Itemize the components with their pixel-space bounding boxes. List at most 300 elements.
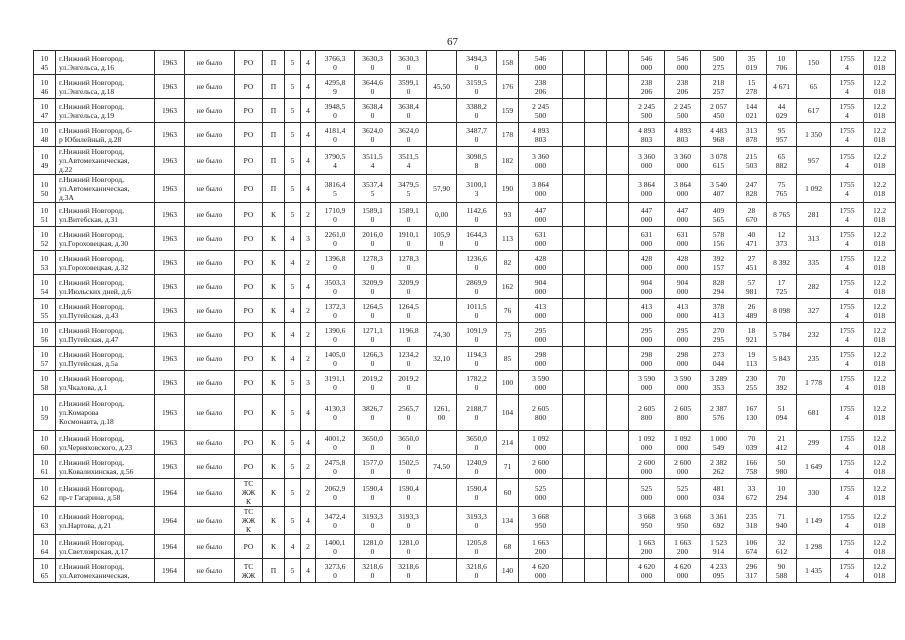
- cell-residential-area: 1589,1 0: [355, 203, 391, 227]
- cell-cost-per-sqm: 330: [797, 479, 831, 507]
- cell-wall-material: К: [263, 347, 285, 371]
- cell-design-cost: 8 765: [767, 203, 797, 227]
- cell-planned-completion: 12.2 018: [864, 395, 896, 431]
- table-row: [34, 51, 896, 75]
- cell-entrances: 3: [301, 371, 316, 395]
- cell-floors: 5: [285, 175, 301, 203]
- cell-row-number: 10 62: [34, 479, 56, 507]
- cell-max-cost-per-sqm: 1755 4: [831, 147, 864, 175]
- cell-local-budget: [607, 51, 629, 75]
- cell-wall-material: К: [263, 507, 285, 535]
- cell-total-repair-cost: 3 590 000: [665, 371, 701, 395]
- cell-supervision-cost: 33 672: [737, 479, 767, 507]
- cell-total-cost: 1 092 000: [519, 431, 563, 455]
- cell-management-form: РО: [235, 395, 263, 431]
- cell-supervision-cost: 296 317: [737, 559, 767, 583]
- cell-capital-repair-status: не было: [185, 175, 235, 203]
- cell-total-area: 2062,9 0: [316, 479, 355, 507]
- cell-private-area: 3209,9 0: [391, 275, 427, 299]
- cell-floors: 4: [285, 227, 301, 251]
- cell-total-cost: 238 206: [519, 75, 563, 99]
- cell-entrances: 4: [301, 559, 316, 583]
- cell-regional-budget: [585, 455, 607, 479]
- cell-entrances: 4: [301, 51, 316, 75]
- cell-owner-funds: 3 864 000: [629, 175, 665, 203]
- cell-residential-area: 3630,3 0: [355, 51, 391, 75]
- table-row: [34, 559, 896, 583]
- cell-municipal-area: 32,10: [427, 347, 457, 371]
- cell-work-cost: 392 157: [701, 251, 737, 275]
- cell-residents: 82: [497, 251, 519, 275]
- cell-regional-budget: [585, 507, 607, 535]
- cell-regional-budget: [585, 123, 607, 147]
- cell-residential-area: 1577,0 0: [355, 455, 391, 479]
- cell-supervision-cost: 19 113: [737, 347, 767, 371]
- cell-planned-completion: 12.2 018: [864, 203, 896, 227]
- cell-max-cost-per-sqm: 1755 4: [831, 251, 864, 275]
- cell-floors: 5: [285, 203, 301, 227]
- page-number: 67: [447, 36, 458, 48]
- cell-wall-material: П: [263, 175, 285, 203]
- cell-cost-per-sqm: 617: [797, 99, 831, 123]
- cell-supervision-cost: 235 318: [737, 507, 767, 535]
- cell-supervision-cost: 167 130: [737, 395, 767, 431]
- cell-owner-funds: 3 668 950: [629, 507, 665, 535]
- cell-total-repair-cost: 1 663 200: [665, 535, 701, 559]
- cell-capital-repair-status: не было: [185, 323, 235, 347]
- cell-row-number: 10 48: [34, 123, 56, 147]
- cell-total-repair-cost: 298 000: [665, 347, 701, 371]
- cell-wall-material: К: [263, 203, 285, 227]
- cell-management-form: РО: [235, 203, 263, 227]
- cell-residential-area: 3218,6 0: [355, 559, 391, 583]
- cell-address: г.Нижний Новгород, ул.Автомеханическая, д.22: [56, 147, 155, 175]
- cell-total-repair-cost: 525 000: [665, 479, 701, 507]
- cell-wall-material: К: [263, 251, 285, 275]
- cell-residential-area: 3511,5 4: [355, 147, 391, 175]
- cell-supervision-cost: 313 878: [737, 123, 767, 147]
- cell-fund-support: [563, 123, 585, 147]
- cell-management-form: РО: [235, 299, 263, 323]
- cell-max-cost-per-sqm: 1755 4: [831, 535, 864, 559]
- cell-max-cost-per-sqm: 1755 4: [831, 75, 864, 99]
- cell-work-cost: 3 361 692: [701, 507, 737, 535]
- cell-max-cost-per-sqm: 1755 4: [831, 323, 864, 347]
- cell-private-area: 3638,4 0: [391, 99, 427, 123]
- cell-cost-per-sqm: 327: [797, 299, 831, 323]
- cell-planned-completion: 12.2 018: [864, 227, 896, 251]
- cell-design-cost: 8 392: [767, 251, 797, 275]
- cell-max-cost-per-sqm: 1755 4: [831, 203, 864, 227]
- cell-floors: 4: [285, 535, 301, 559]
- cell-entrances: 2: [301, 203, 316, 227]
- cell-total-cost: 2 605 800: [519, 395, 563, 431]
- cell-address: г.Нижний Новгород, ул.Светлоярская, д.17: [56, 535, 155, 559]
- cell-max-cost-per-sqm: 1755 4: [831, 275, 864, 299]
- cell-fund-support: [563, 479, 585, 507]
- cell-floors: 5: [285, 275, 301, 299]
- cell-regional-budget: [585, 535, 607, 559]
- cell-total-cost: 4 620 000: [519, 559, 563, 583]
- cell-owner-funds: 3 590 000: [629, 371, 665, 395]
- cell-total-repair-cost: 904 000: [665, 275, 701, 299]
- cell-apartment-area: 3650,0 0: [457, 431, 497, 455]
- cell-supervision-cost: 18 921: [737, 323, 767, 347]
- cell-design-cost: 21 412: [767, 431, 797, 455]
- cell-entrances: 2: [301, 535, 316, 559]
- cell-design-cost: 17 725: [767, 275, 797, 299]
- cell-work-cost: 3 078 615: [701, 147, 737, 175]
- cell-residential-area: 3193,3 0: [355, 507, 391, 535]
- cell-residents: 113: [497, 227, 519, 251]
- cell-private-area: 3630,3 0: [391, 51, 427, 75]
- cell-management-form: ТС ЖЖ: [235, 559, 263, 583]
- cell-planned-completion: 12.2 018: [864, 507, 896, 535]
- cell-row-number: 10 53: [34, 251, 56, 275]
- cell-row-number: 10 58: [34, 371, 56, 395]
- cell-local-budget: [607, 507, 629, 535]
- cell-year-built: 1963: [155, 275, 185, 299]
- cell-total-area: 3191,1 0: [316, 371, 355, 395]
- cell-year-built: 1963: [155, 371, 185, 395]
- cell-entrances: 4: [301, 175, 316, 203]
- table-row: [34, 175, 896, 203]
- cell-fund-support: [563, 51, 585, 75]
- cell-capital-repair-status: не было: [185, 479, 235, 507]
- cell-work-cost: 500 275: [701, 51, 737, 75]
- cell-floors: 5: [285, 431, 301, 455]
- table-row: [34, 371, 896, 395]
- cell-municipal-area: [427, 507, 457, 535]
- cell-residents: 158: [497, 51, 519, 75]
- cell-management-form: РО: [235, 51, 263, 75]
- cell-year-built: 1963: [155, 455, 185, 479]
- cell-residents: 68: [497, 535, 519, 559]
- cell-total-area: 3273,6 0: [316, 559, 355, 583]
- cell-address: г.Нижний Новгород, ул.Гороховецкая, д.32: [56, 251, 155, 275]
- cell-supervision-cost: 40 471: [737, 227, 767, 251]
- cell-design-cost: 10 294: [767, 479, 797, 507]
- cell-local-budget: [607, 203, 629, 227]
- cell-owner-funds: 428 000: [629, 251, 665, 275]
- cell-wall-material: К: [263, 275, 285, 299]
- cell-work-cost: 378 413: [701, 299, 737, 323]
- cell-capital-repair-status: не было: [185, 455, 235, 479]
- cell-wall-material: П: [263, 51, 285, 75]
- cell-year-built: 1963: [155, 99, 185, 123]
- cell-management-form: РО: [235, 431, 263, 455]
- cell-max-cost-per-sqm: 1755 4: [831, 347, 864, 371]
- cell-regional-budget: [585, 75, 607, 99]
- cell-private-area: 3624,0 0: [391, 123, 427, 147]
- cell-residential-area: 1278,3 0: [355, 251, 391, 275]
- cell-entrances: 2: [301, 455, 316, 479]
- cell-total-cost: 298 000: [519, 347, 563, 371]
- cell-apartment-area: 3487,7 0: [457, 123, 497, 147]
- cell-planned-completion: 12.2 018: [864, 455, 896, 479]
- cell-cost-per-sqm: 299: [797, 431, 831, 455]
- cell-floors: 5: [285, 479, 301, 507]
- cell-private-area: 1910,1 0: [391, 227, 427, 251]
- cell-design-cost: 10 706: [767, 51, 797, 75]
- cell-year-built: 1964: [155, 507, 185, 535]
- cell-municipal-area: [427, 99, 457, 123]
- cell-row-number: 10 64: [34, 535, 56, 559]
- cell-address: г.Нижний Новгород, ул.Черняховского, д.23: [56, 431, 155, 455]
- cell-year-built: 1963: [155, 203, 185, 227]
- cell-local-budget: [607, 227, 629, 251]
- cell-apartment-area: 3100,1 3: [457, 175, 497, 203]
- cell-private-area: 1234,2 0: [391, 347, 427, 371]
- cell-cost-per-sqm: 335: [797, 251, 831, 275]
- cell-work-cost: 270 295: [701, 323, 737, 347]
- cell-owner-funds: 295 000: [629, 323, 665, 347]
- cell-municipal-area: [427, 371, 457, 395]
- cell-planned-completion: 12.2 018: [864, 479, 896, 507]
- cell-total-area: 3790,5 4: [316, 147, 355, 175]
- cell-owner-funds: 546 000: [629, 51, 665, 75]
- cell-total-area: 1390,6 0: [316, 323, 355, 347]
- cell-local-budget: [607, 123, 629, 147]
- cell-entrances: 4: [301, 99, 316, 123]
- cell-owner-funds: 904 000: [629, 275, 665, 299]
- cell-residential-area: 3650,0 0: [355, 431, 391, 455]
- table-row: [34, 99, 896, 123]
- cell-capital-repair-status: не было: [185, 535, 235, 559]
- cell-residential-area: 3826,7 0: [355, 395, 391, 431]
- cell-total-repair-cost: 3 668 950: [665, 507, 701, 535]
- cell-management-form: РО: [235, 147, 263, 175]
- cell-fund-support: [563, 299, 585, 323]
- cell-address: г.Нижний Новгород, ул.Чкалова, д.1: [56, 371, 155, 395]
- cell-year-built: 1963: [155, 175, 185, 203]
- cell-supervision-cost: 15 278: [737, 75, 767, 99]
- cell-design-cost: 90 588: [767, 559, 797, 583]
- cell-row-number: 10 60: [34, 431, 56, 455]
- cell-regional-budget: [585, 299, 607, 323]
- cell-residential-area: 2019,2 0: [355, 371, 391, 395]
- cell-supervision-cost: 70 039: [737, 431, 767, 455]
- cell-work-cost: 4 233 095: [701, 559, 737, 583]
- cell-floors: 5: [285, 51, 301, 75]
- cell-local-budget: [607, 299, 629, 323]
- cell-management-form: ТС ЖЖ К: [235, 507, 263, 535]
- cell-owner-funds: 298 000: [629, 347, 665, 371]
- cell-row-number: 10 65: [34, 559, 56, 583]
- cell-entrances: 2: [301, 299, 316, 323]
- cell-management-form: РО: [235, 175, 263, 203]
- cell-municipal-area: [427, 123, 457, 147]
- table-row: [34, 347, 896, 371]
- cell-total-repair-cost: 631 000: [665, 227, 701, 251]
- cell-total-area: 1400,1 0: [316, 535, 355, 559]
- cell-floors: 4: [285, 323, 301, 347]
- cell-cost-per-sqm: 65: [797, 75, 831, 99]
- cell-fund-support: [563, 559, 585, 583]
- cell-residential-area: 1281,0 0: [355, 535, 391, 559]
- cell-entrances: 4: [301, 275, 316, 299]
- cell-municipal-area: [427, 431, 457, 455]
- cell-local-budget: [607, 75, 629, 99]
- cell-apartment-area: 3193,3 0: [457, 507, 497, 535]
- cell-apartment-area: 2188,7 0: [457, 395, 497, 431]
- cell-capital-repair-status: не было: [185, 431, 235, 455]
- cell-apartment-area: 1091,9 0: [457, 323, 497, 347]
- cell-total-repair-cost: 295 000: [665, 323, 701, 347]
- cell-entrances: 4: [301, 431, 316, 455]
- cell-row-number: 10 52: [34, 227, 56, 251]
- cell-fund-support: [563, 347, 585, 371]
- cell-supervision-cost: 166 758: [737, 455, 767, 479]
- cell-cost-per-sqm: 281: [797, 203, 831, 227]
- cell-floors: 4: [285, 251, 301, 275]
- cell-address: г.Нижний Новгород, ул.Ковалихинская, д.56: [56, 455, 155, 479]
- cell-total-area: 4001,2 0: [316, 431, 355, 455]
- cell-owner-funds: 4 620 000: [629, 559, 665, 583]
- cell-total-area: 3948,5 0: [316, 99, 355, 123]
- cell-private-area: 3218,6 0: [391, 559, 427, 583]
- cell-regional-budget: [585, 275, 607, 299]
- cell-max-cost-per-sqm: 1755 4: [831, 507, 864, 535]
- cell-fund-support: [563, 507, 585, 535]
- cell-planned-completion: 12.2 018: [864, 371, 896, 395]
- cell-capital-repair-status: не было: [185, 559, 235, 583]
- table-row: [34, 147, 896, 175]
- cell-year-built: 1963: [155, 431, 185, 455]
- cell-year-built: 1963: [155, 75, 185, 99]
- cell-design-cost: 44 029: [767, 99, 797, 123]
- cell-apartment-area: 3494,3 0: [457, 51, 497, 75]
- cell-wall-material: К: [263, 535, 285, 559]
- cell-private-area: 3650,0 0: [391, 431, 427, 455]
- cell-work-cost: 4 483 968: [701, 123, 737, 147]
- cell-work-cost: 2 387 576: [701, 395, 737, 431]
- cell-address: г.Нижний Новгород, ул.Витебская, д.31: [56, 203, 155, 227]
- cell-row-number: 10 55: [34, 299, 56, 323]
- cell-owner-funds: 447 000: [629, 203, 665, 227]
- cell-wall-material: П: [263, 559, 285, 583]
- cell-total-repair-cost: 413 000: [665, 299, 701, 323]
- table-row: [34, 251, 896, 275]
- cell-total-cost: 1 663 200: [519, 535, 563, 559]
- cell-total-cost: 3 360 000: [519, 147, 563, 175]
- cell-management-form: ТС ЖЖ К: [235, 479, 263, 507]
- cell-supervision-cost: 57 981: [737, 275, 767, 299]
- cell-owner-funds: 238 206: [629, 75, 665, 99]
- cell-floors: 4: [285, 347, 301, 371]
- cell-cost-per-sqm: 313: [797, 227, 831, 251]
- cell-total-area: 2475,8 0: [316, 455, 355, 479]
- cell-floors: 5: [285, 75, 301, 99]
- cell-total-repair-cost: 3 360 000: [665, 147, 701, 175]
- cell-residential-area: 1271,1 0: [355, 323, 391, 347]
- cell-apartment-area: 1194,3 0: [457, 347, 497, 371]
- cell-floors: 5: [285, 395, 301, 431]
- cell-work-cost: 578 156: [701, 227, 737, 251]
- cell-fund-support: [563, 251, 585, 275]
- cell-capital-repair-status: не было: [185, 75, 235, 99]
- cell-apartment-area: 1205,8 0: [457, 535, 497, 559]
- cell-municipal-area: [427, 51, 457, 75]
- cell-municipal-area: 105,9 0: [427, 227, 457, 251]
- cell-owner-funds: 631 000: [629, 227, 665, 251]
- cell-total-cost: 413 000: [519, 299, 563, 323]
- cell-wall-material: К: [263, 395, 285, 431]
- cell-management-form: РО: [235, 123, 263, 147]
- cell-wall-material: К: [263, 323, 285, 347]
- table-row: [34, 479, 896, 507]
- cell-residential-area: 3624,0 0: [355, 123, 391, 147]
- cell-private-area: 1196,8 0: [391, 323, 427, 347]
- cell-address: г.Нижний Новгород, ул.Путейская, д.47: [56, 323, 155, 347]
- cell-capital-repair-status: не было: [185, 347, 235, 371]
- cell-residents: 162: [497, 275, 519, 299]
- cell-apartment-area: 3098,5 8: [457, 147, 497, 175]
- cell-regional-budget: [585, 251, 607, 275]
- cell-design-cost: 75 765: [767, 175, 797, 203]
- cell-regional-budget: [585, 371, 607, 395]
- cell-regional-budget: [585, 51, 607, 75]
- cell-management-form: РО: [235, 535, 263, 559]
- cell-entrances: 2: [301, 347, 316, 371]
- cell-regional-budget: [585, 323, 607, 347]
- cell-address: г.Нижний Новгород, ул.Путейская, д.5а: [56, 347, 155, 371]
- cell-wall-material: П: [263, 99, 285, 123]
- cell-apartment-area: 1644,3 0: [457, 227, 497, 251]
- cell-floors: 5: [285, 123, 301, 147]
- cell-total-area: 1405,0 0: [316, 347, 355, 371]
- cell-total-repair-cost: 2 605 800: [665, 395, 701, 431]
- cell-total-cost: 631 000: [519, 227, 563, 251]
- cell-municipal-area: 1261, 00: [427, 395, 457, 431]
- cell-owner-funds: 4 893 803: [629, 123, 665, 147]
- cell-regional-budget: [585, 347, 607, 371]
- cell-municipal-area: [427, 275, 457, 299]
- cell-planned-completion: 12.2 018: [864, 535, 896, 559]
- cell-apartment-area: 1782,2 0: [457, 371, 497, 395]
- cell-private-area: 2565,7 0: [391, 395, 427, 431]
- cell-capital-repair-status: не было: [185, 507, 235, 535]
- cell-year-built: 1964: [155, 559, 185, 583]
- cell-residents: 214: [497, 431, 519, 455]
- cell-local-budget: [607, 99, 629, 123]
- cell-entrances: 4: [301, 395, 316, 431]
- cell-total-cost: 295 000: [519, 323, 563, 347]
- cell-supervision-cost: 230 255: [737, 371, 767, 395]
- cell-capital-repair-status: не было: [185, 371, 235, 395]
- cell-row-number: 10 46: [34, 75, 56, 99]
- cell-year-built: 1963: [155, 51, 185, 75]
- cell-design-cost: 12 373: [767, 227, 797, 251]
- cell-max-cost-per-sqm: 1755 4: [831, 371, 864, 395]
- cell-owner-funds: 413 000: [629, 299, 665, 323]
- cell-year-built: 1963: [155, 227, 185, 251]
- cell-owner-funds: 525 000: [629, 479, 665, 507]
- cell-residents: 104: [497, 395, 519, 431]
- cell-private-area: 1589,1 0: [391, 203, 427, 227]
- cell-planned-completion: 12.2 018: [864, 347, 896, 371]
- cell-supervision-cost: 215 503: [737, 147, 767, 175]
- table-row: [34, 455, 896, 479]
- cell-max-cost-per-sqm: 1755 4: [831, 227, 864, 251]
- cell-owner-funds: 1 092 000: [629, 431, 665, 455]
- cell-private-area: 3511,5 4: [391, 147, 427, 175]
- cell-owner-funds: 2 600 000: [629, 455, 665, 479]
- cell-total-cost: 3 668 950: [519, 507, 563, 535]
- cell-regional-budget: [585, 559, 607, 583]
- cell-residential-area: 3638,4 0: [355, 99, 391, 123]
- cell-work-cost: 273 044: [701, 347, 737, 371]
